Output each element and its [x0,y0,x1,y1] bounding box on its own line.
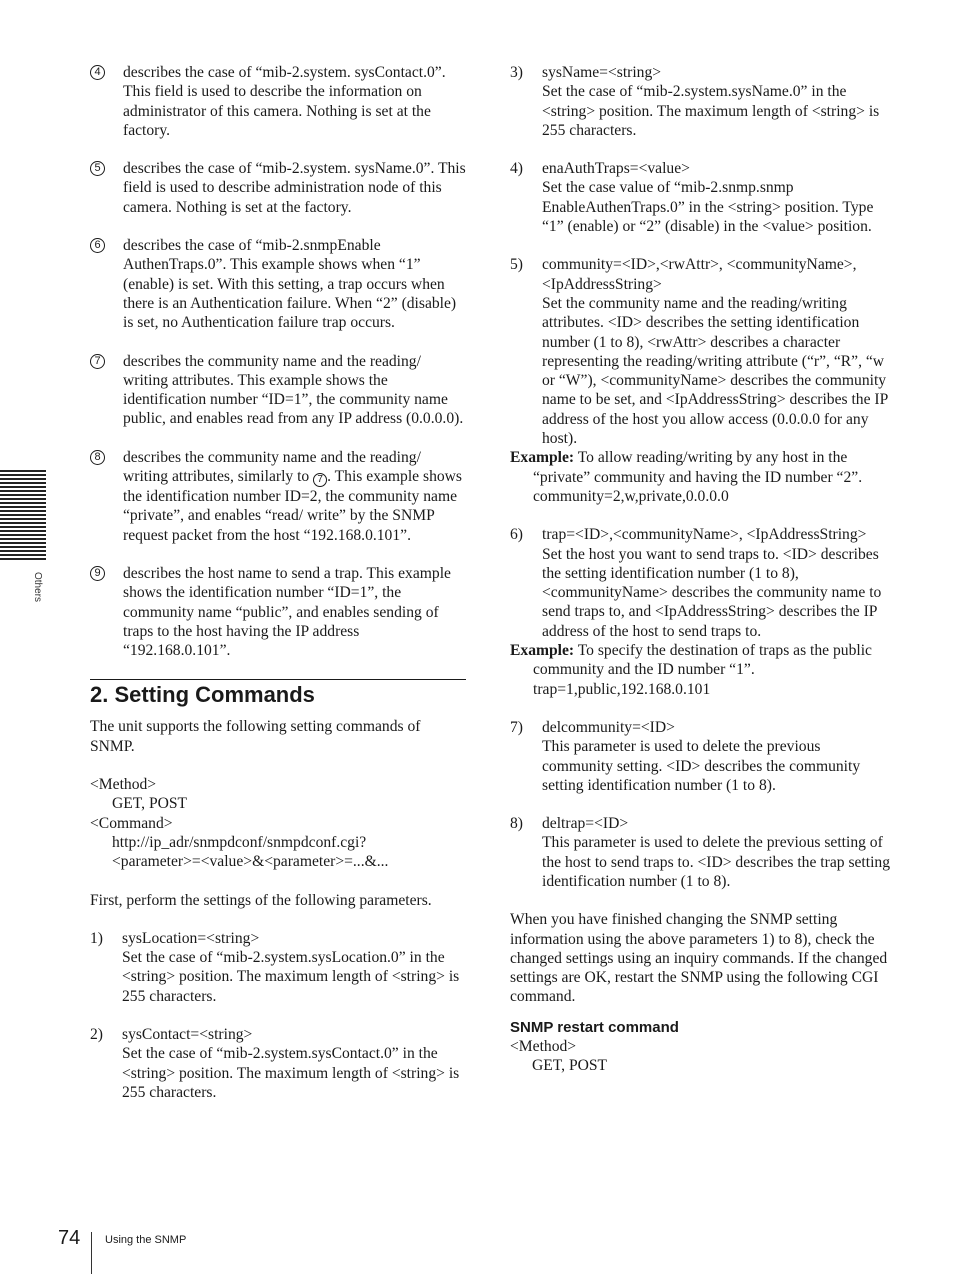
callout-item-4 [90,63,466,140]
example-text: To allow reading/writing by any host in the “private” community and having the ID number “2”. [533,449,863,486]
example-text: To specify the destination of traps as the public community and the ID number “1”. [533,642,872,679]
command-url: http://ip_adr/snmpdconf/snmpdconf.cgi? [112,833,367,851]
param-item-5 [510,255,895,448]
example-label: Example: [510,449,575,467]
circled-number-icon: 9 [90,566,105,581]
param-number: 5) [510,256,523,274]
callout-text: describes the community name and the reading/ writing attributes. This example shows the identification number “ID=1”, the community name public, and enables read from any IP address (0.0.0.0). [123,352,464,428]
circled-number-icon: 8 [90,450,105,465]
param-description: Set the host you want to send traps to. <ID> describes the setting identification number (1 to 8), <communityName> describes the community name to send traps to, and <IpAddressString> describes the IP address of the host to send traps to. [542,545,882,640]
example-block-5 [510,448,895,506]
param-description: This parameter is used to delete the previous setting of the host to send traps to. <ID> describes the trap setting identification number (1 to 8). [542,834,891,890]
param-number: 8) [510,815,523,833]
param-item-1 [90,929,466,1006]
callout-text: describes the case of “mib-2.system. sysName.0”. This field is used to describe administration node of this camera. Nothing is set at the factory. [123,160,466,216]
example-code: community=2,w,private,0.0.0.0 [533,487,729,505]
example-block-6 [510,641,895,699]
circled-number-ref-icon: 7 [313,473,327,487]
param-name: delcommunity=<ID> [542,718,675,736]
intro-paragraph: The unit supports the following setting commands of SNMP. [90,718,421,755]
param-number: 4) [510,160,523,178]
method-label: <Method> [90,776,157,794]
callout-text-after: . This example shows the identification number ID=2, the community name “private”, and enables “read/ write” by the SNMP request packet from the host “192.168.0.101”. [123,468,462,544]
method-value: GET, POST [112,795,188,813]
callout-text-before: describes the community name and the reading/ writing attributes, similarly to [123,448,421,486]
side-tab-label: Others [32,572,43,603]
param-name: deltrap=<ID> [542,815,629,833]
param-number: 3) [510,64,523,81]
left-column [90,63,466,1102]
callout-text: describes the host name to send a trap. This example shows the identification number “ID=1”, the community name “public”, and enables sending of traps to the host having the IP address “192.168.0.101”. [123,564,451,660]
callout-item-7 [90,352,466,429]
param-description: Set the case of “mib-2.system.sysName.0” in the <string> position. The maximum length of <string> is 255 characters. [542,83,880,139]
param-item-8 [510,814,895,891]
example-label: Example: [510,642,575,660]
param-description: Set the case value of “mib-2.snmp.snmp EnableAuthenTraps.0” in the <string> position. Type “1” (enable) or “2” (disable) in the <value> position. [542,179,874,236]
param-description: Set the case of “mib-2.system.sysLocation.0” in the <string> position. The maximum length of <string> is 255 characters. [122,949,460,1005]
section-tab-marker [0,470,46,560]
right-column [510,63,895,1075]
param-number: 1) [90,929,103,947]
param-name: sysContact=<string> [122,1025,253,1043]
circled-number-icon: 4 [90,65,105,80]
footer-divider [91,1232,92,1274]
circled-number-icon: 6 [90,238,105,253]
callout-item-9 [90,564,466,660]
param-item-2 [90,1025,466,1102]
restart-command-heading: SNMP restart command [510,1018,679,1036]
restart-method-label: <Method> [510,1037,577,1055]
command-params: <parameter>=<value>&<parameter>=...&... [112,853,389,871]
param-item-7 [510,718,895,795]
param-name: sysLocation=<string> [122,929,260,947]
first-instruction: First, perform the settings of the following parameters. [90,891,432,909]
page-number: 74 [58,1227,81,1249]
section-setting-commands [90,679,466,1102]
param-item-4 [510,159,895,236]
param-number: 7) [510,718,523,736]
param-name: enaAuthTraps=<value> [542,160,690,178]
callout-text: describes the case of “mib-2.snmpEnable AuthenTraps.0”. This example shows when “1” (enable) is set. With this setting, a trap occurs when there is an Authentication failure. When “2” (disable) is set, no Authentication failure trap occurs. [123,237,457,332]
closing-paragraph: When you have finished changing the SNMP setting information using the above parameters 1) to 8), check the changed settings using an inquiry commands. If the changed settings are OK, restart the SNMP using the following CGI command. [510,911,888,1006]
param-description: Set the case of “mib-2.system.sysContact.0” in the <string> position. The maximum length of <string> is 255 characters. [122,1045,460,1101]
param-name: sysName=<string> [542,64,662,81]
circled-number-icon: 5 [90,161,105,176]
restart-method-value: GET, POST [532,1057,608,1075]
callout-item-8 [90,448,466,545]
param-item-6 [510,525,895,641]
example-code: trap=1,public,192.168.0.101 [533,680,711,698]
param-name: trap=<ID>,<communityName>, <IpAddressString> [542,526,867,544]
param-description: This parameter is used to delete the previous community setting. <ID> describes the community setting identification number (1 to 8). [542,738,861,794]
section-heading: 2. Setting Commands [90,682,315,708]
param-description: Set the community name and the reading/writing attributes. <ID> describes the setting identification number (1 to 8), <rwAttr> describes a character representing the reading/writing attribute (“r”, “R”, “w or “W”), <communityName> describes the community name to be set, and <IpAddressString> describes the IP address of the host you allow access (0.0.0.0 for any host). [542,294,888,448]
footer-section-label: Using the SNMP [105,1234,187,1246]
param-number: 2) [90,1025,103,1043]
callout-item-6 [90,236,466,332]
callout-item-5 [90,159,466,217]
circled-number-icon: 7 [90,354,105,369]
command-label: <Command> [90,814,173,832]
param-name: community=<ID>,<rwAttr>, <communityName>,<IpAddressString> [542,256,857,293]
param-number: 6) [510,526,523,544]
param-item-3 [510,63,895,140]
callout-text: describes the case of “mib-2.system. sysContact.0”. This field is used to describe the information on administrator of this camera. Nothing is set at the factory. [123,64,446,139]
